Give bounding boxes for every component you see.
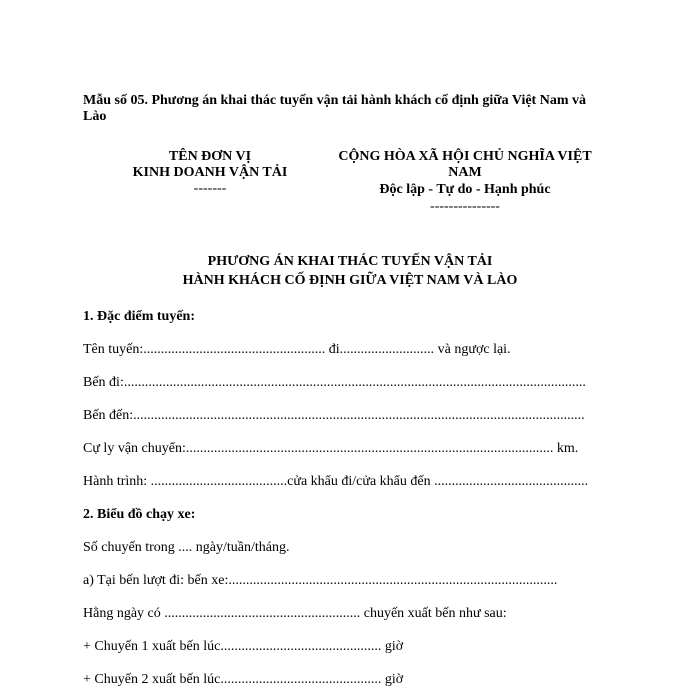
organization-name-line-1: TÊN ĐƠN VỊ bbox=[168, 149, 252, 164]
national-name-line-1: CỘNG HÒA XÃ HỘI CHỦ NGHĨA VIỆT bbox=[338, 149, 592, 164]
outbound-station-field: a) Tại bến lượt đi: bến xe:.............................................................................................. bbox=[83, 573, 558, 588]
national-motto: Độc lập - Tự do - Hạnh phúc bbox=[379, 182, 551, 197]
arrival-station-field: Bến đến:................................................................................................................................. bbox=[83, 408, 585, 423]
organization-name-line-2: KINH DOANH VẬN TẢI bbox=[132, 165, 288, 180]
national-name-line-2: NAM bbox=[448, 165, 482, 180]
form-title-line-1: Mẫu số 05. Phương án khai thác tuyến vận tải hành khách cố định giữa Việt Nam và bbox=[83, 93, 586, 108]
distance-field: Cự ly vận chuyển:......................................................................................................... km. bbox=[83, 441, 579, 456]
route-name-field: Tên tuyến:.................................................... đi........................... và ngược lại. bbox=[83, 342, 511, 357]
departure-station-field: Bến đi:.................................................................................................................................... bbox=[83, 375, 586, 390]
itinerary-field: Hành trình: .......................................cửa khẩu đi/cửa khẩu đến ............................................ bbox=[83, 474, 589, 489]
trip-2-departure-field: + Chuyến 2 xuất bến lúc.............................................. giờ bbox=[83, 672, 404, 687]
organization-divider: ------- bbox=[193, 181, 227, 196]
document-title-line-2: HÀNH KHÁCH CỐ ĐỊNH GIỮA VIỆT NAM VÀ LÀO bbox=[182, 273, 518, 288]
daily-trips-field: Hằng ngày có ........................................................ chuyến xuất bến như sau: bbox=[83, 606, 507, 621]
section-1-heading: 1. Đặc điểm tuyến: bbox=[83, 309, 195, 324]
form-title-line-2: Lào bbox=[83, 109, 107, 124]
document-title-line-1: PHƯƠNG ÁN KHAI THÁC TUYẾN VẬN TẢI bbox=[207, 254, 493, 269]
trip-1-departure-field: + Chuyến 1 xuất bến lúc.............................................. giờ bbox=[83, 639, 404, 654]
national-divider: --------------- bbox=[430, 199, 500, 214]
trips-count-field: Số chuyến trong .... ngày/tuần/tháng. bbox=[83, 540, 290, 555]
section-2-heading: 2. Biểu đồ chạy xe: bbox=[83, 507, 196, 522]
